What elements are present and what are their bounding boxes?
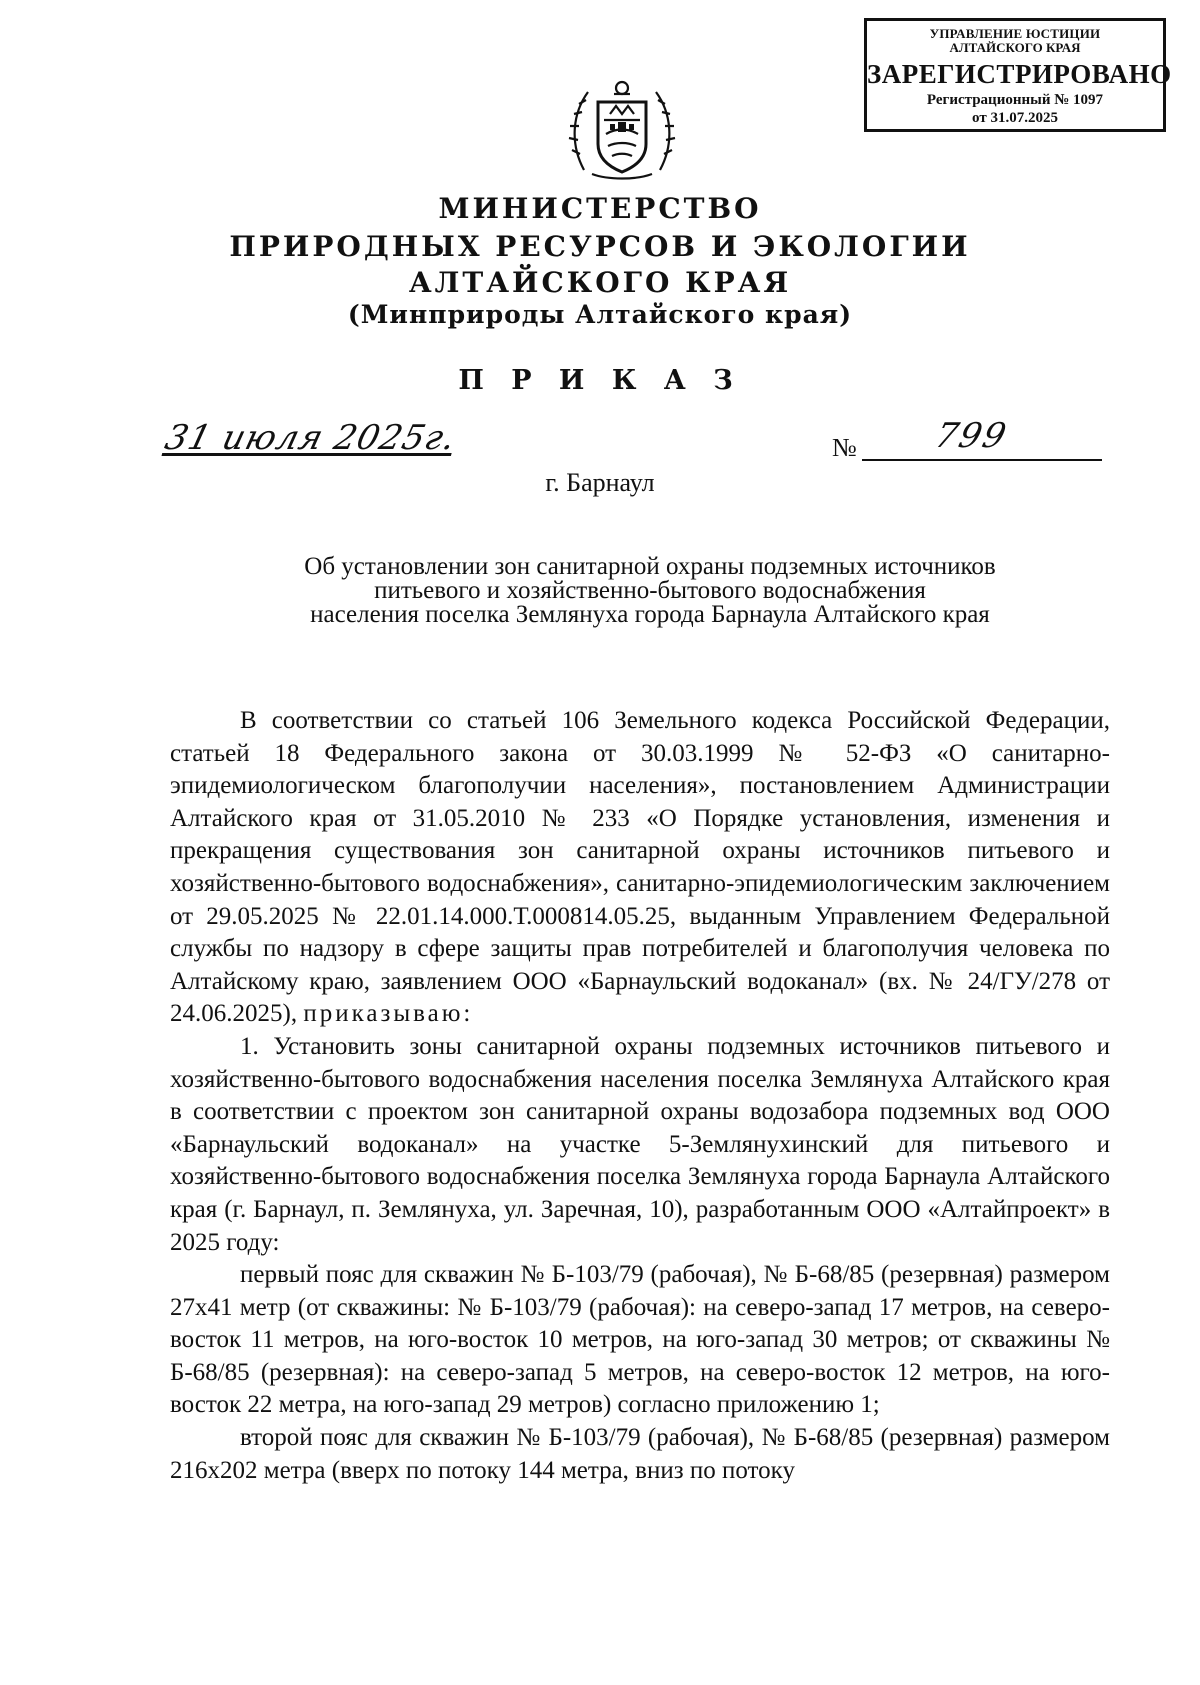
number-underline xyxy=(862,459,1102,461)
number-label: № xyxy=(832,433,857,462)
order-body xyxy=(170,705,1110,1487)
order-subject xyxy=(200,555,1100,627)
ministry-title-line2: ПРИРОДНЫХ РЕСУРСОВ И ЭКОЛОГИИ xyxy=(229,230,971,263)
order-title: П Р И К А З xyxy=(458,365,742,396)
stamp-reg-number: Регистрационный № 1097 xyxy=(926,92,1104,108)
stamp-line2: АЛТАЙСКОГО КРАЯ xyxy=(949,40,1081,55)
ministry-title-line1: МИНИСТЕРСТВО xyxy=(438,192,762,225)
ministry-short-name: (Минприроды Алтайского края) xyxy=(347,300,853,329)
stamp-reg-date: от 31.07.2025 xyxy=(972,110,1058,126)
handwritten-date: 31 июля 2025г. xyxy=(161,418,461,458)
handwritten-number: 799 xyxy=(931,416,1012,456)
stamp-line1: УПРАВЛЕНИЕ ЮСТИЦИИ xyxy=(929,26,1101,41)
paragraph-item-1: 1. Установить зоны санитарной охраны подземных источников питьевого и хозяйственно-бытового водоснабжения населения поселка Землянуха Алтайского края в соответствии с проектом зон санитарной охраны водозабора подземных вод ООО «Барнаульский водоканал» на участке 5-Землянухинский для питьевого и хозяйственно-бытового водоснабжения поселка Землянуха города Барнаула Алтайского края (г. Барнаул, п. Землянуха, ул. Заречная, 10), разработанным ООО «Алтайпроект» в 2025 году: xyxy=(170,1032,1110,1256)
paragraph-preamble xyxy=(170,705,1110,1031)
stamp-status: ЗАРЕГИСТРИРОВАНО xyxy=(867,59,1172,89)
order-word: приказываю: xyxy=(303,1000,474,1028)
preamble-text: В соответствии со статьей 106 Земельного кодекса Российской Федерации, статьей 18 Федерального закона от 30.03.1999 № 52-ФЗ «О санитарно-эпидемиологическом благополучии населения», постановлением Администрации Алтайского края от 31.05.2010 № 233 «О Порядке установления, изменения и прекращения существования зон санитарной охраны источников питьевого и хозяйственно-бытового водоснабжения», санитарно-эпидемиологическим заключением от 29.05.2025 № 22.01.14.000.Т.000814.05.25, выданным Управлением Федеральной службы по надзору в сфере защиты прав потребителей и благополучия человека по Алтайскому краю, заявлением ООО «Барнаульский водоканал» (вх. № 24/ГУ/278 от 24.06.2025), xyxy=(170,707,1110,1028)
paragraph-second-zone: второй пояс для скважин № Б-103/79 (рабочая), № Б-68/85 (резервная) размером 216х202 метра (вверх по потоку 144 метра, вниз по потоку xyxy=(170,1424,1110,1484)
city: г. Барнаул xyxy=(545,468,655,497)
coat-of-arms-icon xyxy=(566,74,678,182)
registration-stamp xyxy=(864,18,1172,132)
ministry-title-line3: АЛТАЙСКОГО КРАЯ xyxy=(408,266,792,299)
subject-line2: питьевого и хозяйственно-бытового водоснабжения xyxy=(374,577,926,604)
paragraph-first-zone: первый пояс для скважин № Б-103/79 (рабочая), № Б-68/85 (резервная) размером 27х41 метр (от скважины: № Б-103/79 (рабочая): на северо-запад 17 метров, на северо-восток 11 метров, на юго-восток 10 метров, на юго-запад 30 метров; от скважины № Б-68/85 (резервная): на северо-запад 5 метров, на северо-восток 12 метров, на юго-восток 22 метра, на юго-запад 29 метров) согласно приложению 1; xyxy=(170,1261,1110,1419)
subject-line3: населения поселка Землянуха города Барнаула Алтайского края xyxy=(310,601,990,628)
subject-line1: Об установлении зон санитарной охраны подземных источников xyxy=(304,553,996,580)
